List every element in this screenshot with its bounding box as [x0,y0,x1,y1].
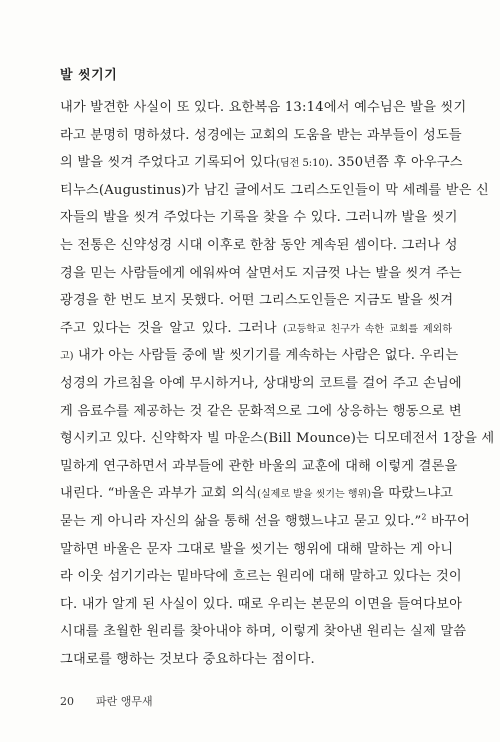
page-footer [60,693,153,709]
text-line: 다. 내가 알게 된 사실이 있다. 때로 우리는 본문의 이면을 들여다보아 [60,596,463,612]
page-number: 20 [60,695,74,708]
text-line: 주고 있다는 것을 알고 있다. 그러나 (고등학교 친구가 속한 교회를 제외하 [60,320,452,336]
text-line: 묻는 게 아니라 자신의 삶을 통해 선을 행했느냐고 묻고 있다.”$^2$ 바꾸어 [60,512,470,529]
text-line: 형시키고 있다. 신약학자 빌 마운스(Bill Mounce)는 디모데전서 1장을 세 [60,431,495,447]
footnote-marker: 2 [421,512,427,522]
text-line: 티누스(Augustinus)가 남긴 글에서도 그리스도인들이 막 세례를 받은 신 [60,182,489,198]
text-line: 광경을 한 번도 보지 못했다. 어떤 그리스도인들은 지금도 발을 씻겨 [60,293,454,309]
text-line: 내린다. “바울은 과부가 교회 의식(실제로 발을 씻기는 행위)을 따랐느냐고 [60,486,454,502]
text-line: 게 음료수를 제공하는 것 같은 문화적으로 그에 상응하는 행동으로 변 [60,403,462,419]
text-line: 라고 분명히 명하셨다. 성경에는 교회의 도움을 받는 과부들이 성도들 [60,127,462,143]
book-title: 파란 앵무새 [96,695,153,708]
body-text [60,94,495,673]
parenthetical-note: 고) [60,351,74,363]
text-line: 고) 내가 아는 사람들 중에 발 씻기기를 계속하는 사람은 없다. 우리는 [60,348,459,364]
text-line: 그대로를 행하는 것보다 중요하다는 점이다. [60,651,315,667]
parenthetical-note: (고등학교 친구가 속한 교회를 제외하 [283,323,452,335]
section-heading: 발 씻기기 [60,68,118,83]
text-line: 라 이웃 섬기기라는 밑바닥에 흐르는 원리에 대해 말하고 있다는 것이 [60,569,462,585]
parenthetical-note: (실제로 발을 씻기는 행위) [257,489,372,501]
text-line: 는 전통은 신약성경 시대 이후로 한참 동안 계속된 셈이다. 그러나 성 [60,237,458,253]
scripture-reference: (딤전 5:10) [276,158,329,170]
text-line: 말하면 바울은 문자 그대로 발을 씻기는 행위에 대해 말하는 게 아니 [60,541,454,557]
text-line: 경을 믿는 사람들에게 에워싸여 살면서도 지금껏 나는 발을 씻겨 주는 [60,265,462,281]
text-line: 성경의 가르침을 아예 무시하거나, 상대방의 코트를 걸어 주고 손님에 [60,375,462,391]
text-line: 시대를 초월한 원리를 찾아내야 하며, 이렇게 찾아낸 원리는 실제 말씀 [60,624,467,640]
text-line: 의 발을 씻겨 주었다고 기록되어 있다(딤전 5:10). 350년쯤 후 아우구스 [60,155,463,171]
text-line: 자들의 발을 씻겨 주었다는 기록을 찾을 수 있다. 그러니까 발을 씻기 [60,210,458,226]
text-line: 밀하게 연구하면서 과부들에 관한 바울의 교훈에 대해 이렇게 결론을 [60,458,458,474]
text-line: 내가 발견한 사실이 또 있다. 요한복음 13:14에서 예수님은 발을 씻기 [60,100,467,115]
